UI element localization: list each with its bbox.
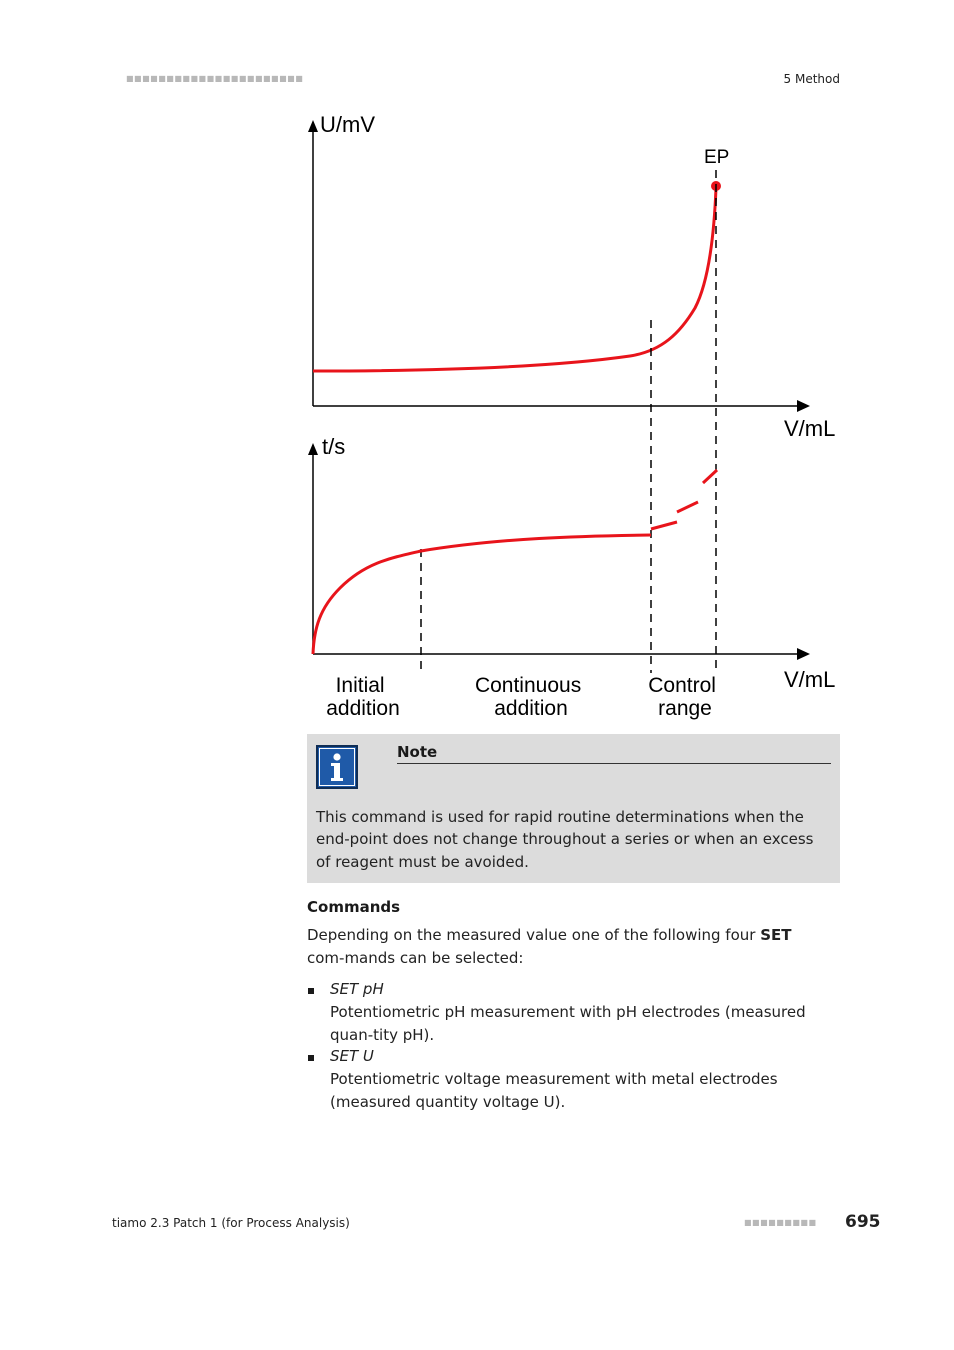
top-x-label: V/mL	[784, 416, 836, 441]
list-item-title: SET U	[330, 1047, 374, 1065]
top-x-arrow	[797, 400, 810, 412]
titration-curve	[313, 188, 716, 371]
region-label-control: Control range	[648, 674, 716, 720]
bottom-plot	[308, 434, 835, 692]
footer-product: tiamo 2.3 Patch 1 (for Process Analysis)	[112, 1216, 350, 1230]
region-label-continuous: Continuous addition	[474, 674, 582, 720]
header-decoration: ■■■■■■■■■■■■■■■■■■■■■■	[126, 74, 304, 83]
time-curve-dash-3	[703, 470, 717, 483]
list-item-title: SET pH	[330, 980, 384, 998]
time-curve-dash-2	[677, 502, 698, 512]
time-curve	[313, 535, 651, 654]
bottom-x-label: V/mL	[784, 667, 836, 692]
bottom-x-arrow	[797, 648, 810, 660]
commands-heading: Commands	[307, 898, 401, 916]
info-icon	[316, 745, 358, 789]
ep-label: EP	[704, 147, 730, 168]
list-item-desc: Potentiometric voltage measurement with metal electrodes (measured quantity voltage U).	[330, 1070, 778, 1111]
top-plot	[308, 112, 835, 441]
note-title: Note	[397, 743, 831, 764]
footer-decoration: ■■■■■■■■■	[744, 1218, 817, 1227]
set-keyword: SET	[760, 926, 792, 944]
titration-figure	[300, 108, 845, 728]
note-box	[307, 734, 840, 883]
region-label-initial: Initial addition	[326, 674, 400, 720]
note-text: This command is used for rapid routine determinations when the end-point does not change throughout a series or when an excess of reagent must be avoided.	[316, 808, 814, 871]
bullet-icon	[308, 1055, 314, 1061]
section-title: 5 Method	[783, 72, 840, 86]
page-number: 695	[845, 1212, 881, 1232]
list-item-desc: Potentiometric pH measurement with pH electrodes (measured quan-tity pH).	[330, 1003, 806, 1044]
top-y-label: U/mV	[320, 112, 375, 137]
bullet-icon	[308, 988, 314, 994]
time-curve-dash-1	[651, 522, 677, 529]
bottom-y-label: t/s	[322, 434, 346, 459]
bottom-y-arrow	[308, 443, 318, 455]
commands-intro: Depending on the measured value one of the following four SET com-mands can be selected:	[307, 926, 792, 967]
top-y-arrow	[308, 120, 318, 132]
